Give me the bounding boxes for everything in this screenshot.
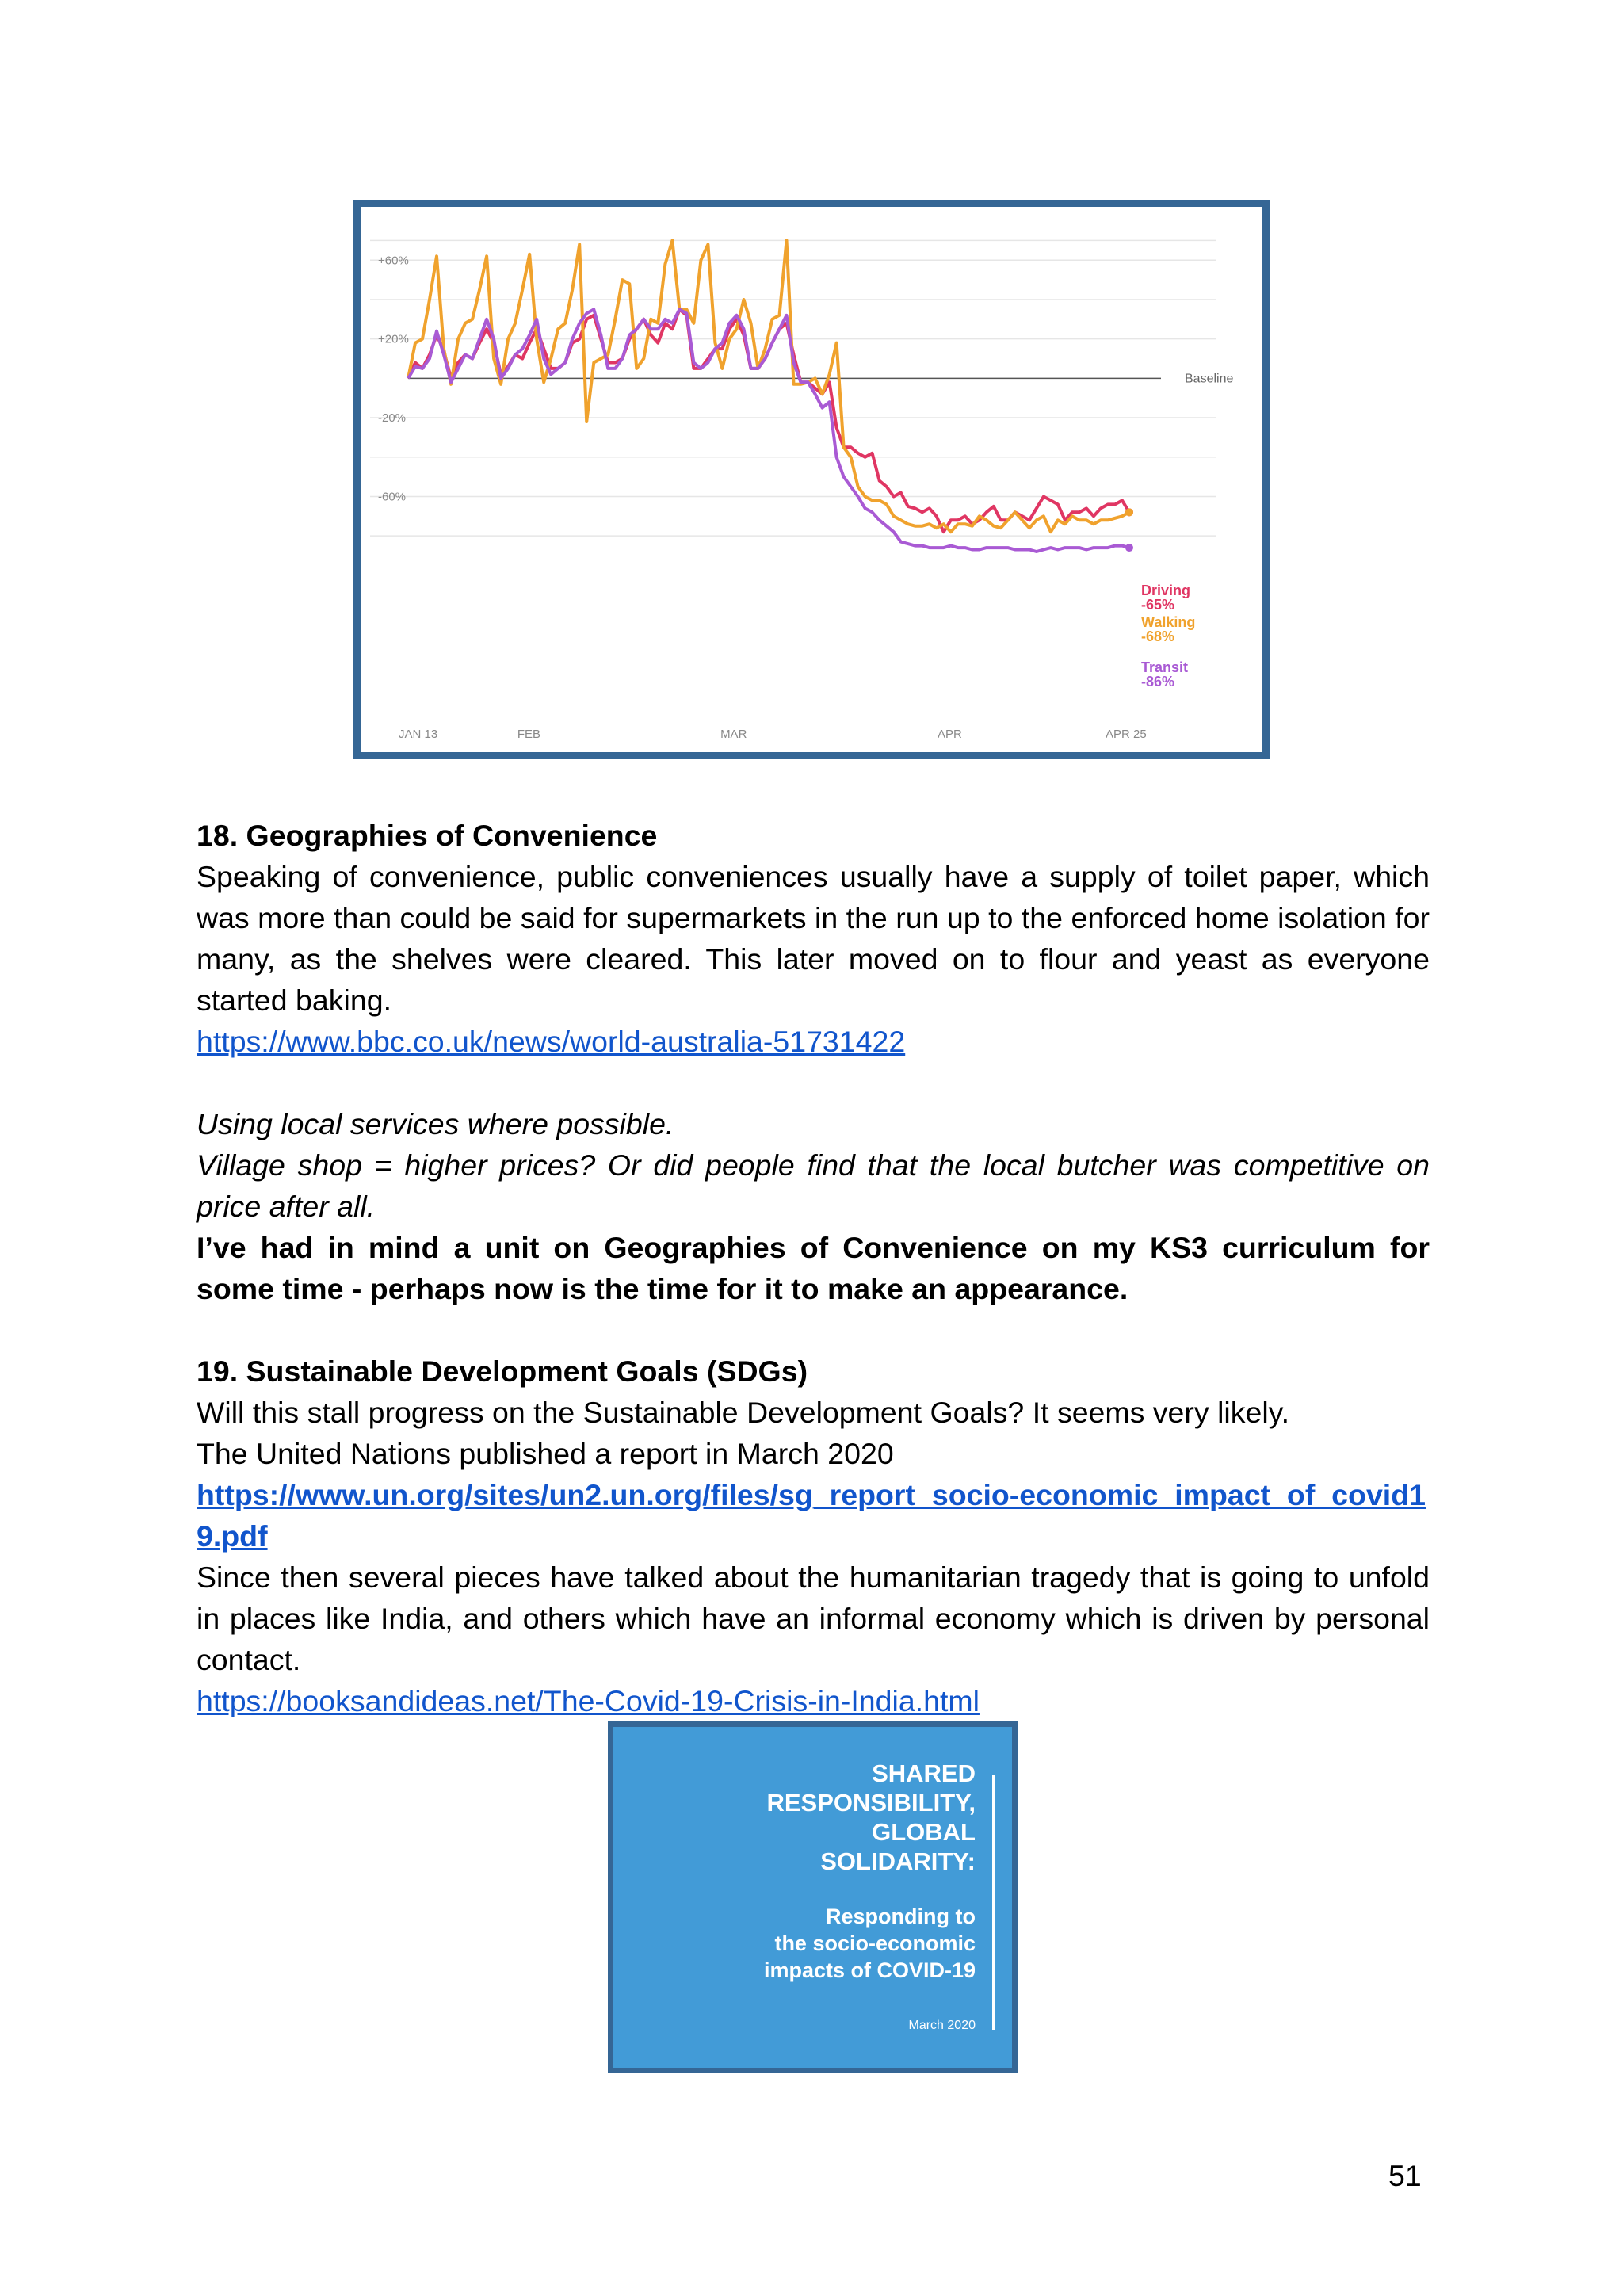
series-transit-endpoint: [1125, 544, 1133, 552]
x-tick-label: MAR: [720, 728, 747, 741]
series-end-value-label: -65%: [1141, 597, 1175, 613]
series-walking-endpoint: [1125, 508, 1133, 516]
x-tick-label: JAN 13: [399, 728, 438, 741]
x-tick-label: APR 25: [1106, 728, 1147, 741]
bbc-news-link[interactable]: https://www.bbc.co.uk/news/world-australia-51731422: [197, 1025, 906, 1058]
mobility-chart-svg: [361, 207, 1262, 752]
un-report-cover: [608, 1721, 1018, 2073]
series-name-label: Driving: [1141, 583, 1191, 598]
section-19-heading: 19. Sustainable Development Goals (SDGs): [197, 1354, 808, 1388]
y-tick-label: +20%: [378, 332, 409, 346]
series-name-label: Transit: [1141, 659, 1189, 675]
books-and-ideas-link[interactable]: https://booksandideas.net/The-Covid-19-Crisis-in-India.html: [197, 1684, 980, 1717]
section-19-paragraph: Since then several pieces have talked about the humanitarian tragedy that is going to unfold in places like India, and others which have an informal economy which is driven by personal contact.: [197, 1561, 1430, 1676]
un-report-intro: The United Nations published a report in March 2020: [197, 1437, 894, 1470]
series-end-value-label: -68%: [1141, 628, 1175, 644]
local-services-note: Using local services where possible.: [197, 1107, 674, 1140]
y-tick-label: +60%: [378, 254, 409, 268]
page-number: 51: [1388, 2159, 1422, 2192]
series-driving-line: [408, 309, 1129, 532]
cover-subtitle: Responding to the socio-economic impacts of COVID-19: [763, 1904, 976, 1982]
spacer: [197, 1062, 1430, 1103]
series-end-value-label: -86%: [1141, 674, 1175, 690]
spacer: [197, 1309, 1430, 1350]
x-tick-label: FEB: [517, 728, 541, 741]
mobility-chart: [353, 200, 1270, 759]
cover-date: March 2020: [908, 2019, 976, 2032]
y-tick-label: -20%: [378, 411, 407, 426]
section-18-heading: 18. Geographies of Convenience: [197, 819, 658, 852]
section-18-paragraph: Speaking of convenience, public conveniences usually have a supply of toilet paper, which was more than could be said for supermarkets in the run up to the enforced home isolation for many, as the shelves were cleared. This later moved on to flour and yeast as everyone started baking.: [197, 860, 1430, 1017]
cover-text: [764, 1759, 976, 2033]
baseline-label: Baseline: [1185, 372, 1234, 386]
cover-divider: [992, 1775, 995, 2030]
series-name-label: Walking: [1141, 614, 1196, 630]
x-tick-label: APR: [937, 728, 962, 741]
village-shop-note: Village shop = higher prices? Or did people find that the local butcher was competitive on price after all.: [197, 1148, 1430, 1223]
y-tick-label: -60%: [378, 490, 407, 504]
ks3-curriculum-note: I’ve had in mind a unit on Geographies of Convenience on my KS3 curriculum for some time - perhaps now is the time for it to make an appearance.: [197, 1231, 1430, 1305]
un-report-link[interactable]: https://www.un.org/sites/un2.un.org/files/sg_report_socio-economic_impact_of_covid19.pdf: [197, 1478, 1426, 1553]
series-walking-line: [408, 240, 1129, 532]
article-body: [197, 815, 1430, 1721]
sdg-question: Will this stall progress on the Sustainable Development Goals? It seems very likely.: [197, 1396, 1290, 1429]
cover-title: SHARED RESPONSIBILITY, GLOBAL SOLIDARITY:: [766, 1759, 976, 1875]
